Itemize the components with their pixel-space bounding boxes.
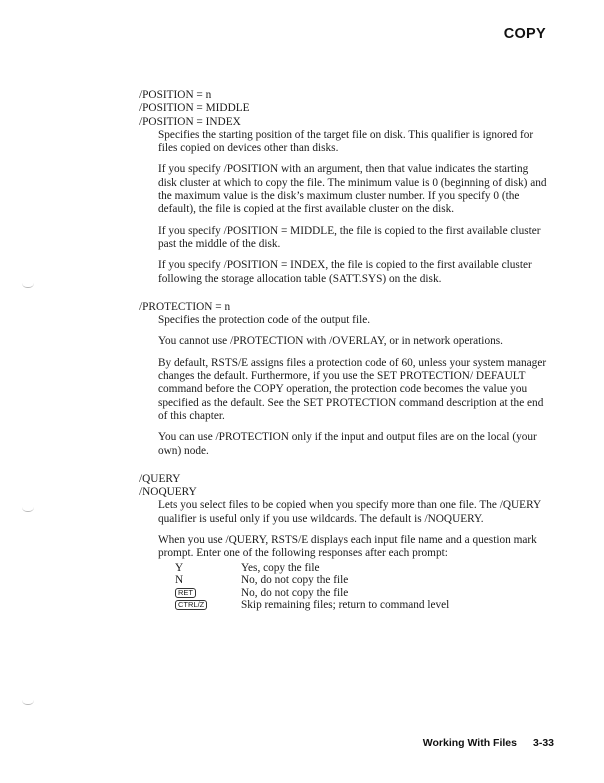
response-row: [175, 599, 449, 612]
paragraph: If you specify /POSITION with an argument, then that value indicates the starting disk cluster at which to copy the file. The minimum value is 0 (beginning of disk) and the maximum value is the disk’s maximum cluster number. If you specify 0 (the default), the file is copied at the first available cluster on the disk.: [158, 163, 547, 216]
paragraph: By default, RSTS/E assigns files a protection code of 60, unless your system manager changes the default. Furthermore, if you use the SET PROTECTION/ DEFAULT command before the COPY operation, the protection code becomes the value you specified as the default. See the SET PROTECTION command description at the end of this chapter.: [158, 356, 547, 422]
qualifier-protection: [139, 301, 549, 458]
response-meaning: No, do not copy the file: [241, 574, 349, 587]
qualifier-description: [158, 129, 549, 286]
qualifier-name: /NOQUERY: [139, 486, 197, 499]
running-footer: [423, 737, 554, 749]
paragraph: You cannot use /PROTECTION with /OVERLAY, or in network operations.: [158, 335, 503, 348]
response-meaning: Yes, copy the file: [241, 561, 320, 574]
running-header: COPY: [503, 26, 546, 42]
qualifier-name: /POSITION = INDEX: [139, 115, 241, 128]
document-body: [139, 89, 549, 612]
paragraph: If you specify /POSITION = MIDDLE, the file is copied to the first available cluster past the middle of the disk.: [158, 224, 541, 250]
ret-key-icon: RET: [175, 588, 196, 598]
qualifier-description: [158, 314, 549, 458]
paragraph: Specifies the starting position of the target file on disk. This qualifier is ignored for files copied on devices other than disks.: [158, 128, 534, 155]
qualifier-name: /POSITION = n: [139, 89, 212, 101]
qualifier-name: /POSITION = MIDDLE: [139, 102, 250, 115]
response-meaning: Skip remaining files; return to command level: [241, 599, 450, 612]
paragraph: Lets you select files to be copied when you specify more than one file. The /QUERY qualifier is useful only if you use wildcards. The default is /NOQUERY.: [158, 499, 541, 525]
page-number: 3-33: [532, 737, 554, 749]
qualifier-query: [139, 473, 549, 612]
margin-mark: [22, 700, 34, 705]
paragraph: When you use /QUERY, RSTS/E displays each input file name and a question mark prompt. Enter one of the following responses after each prompt:: [158, 534, 537, 560]
paragraph: You can use /PROTECTION only if the input and output files are on the local (your own) node.: [158, 431, 537, 457]
response-key: N: [175, 574, 184, 587]
qualifier-description: [158, 499, 549, 560]
qualifier-name: /PROTECTION = n: [139, 300, 231, 313]
response-meaning: No, do not copy the file: [241, 586, 349, 599]
qualifier-position: [139, 89, 549, 286]
response-row: [175, 587, 449, 600]
response-key: Y: [175, 561, 184, 574]
response-row: [175, 574, 449, 587]
qualifier-name: /QUERY: [139, 472, 181, 485]
paragraph: Specifies the protection code of the output file.: [158, 314, 371, 327]
paragraph: If you specify /POSITION = INDEX, the file is copied to the first available cluster following the storage allocation table (SATT.SYS) on the disk.: [158, 259, 532, 285]
margin-mark: [22, 507, 34, 512]
footer-section-title: Working With Files: [422, 737, 517, 749]
response-row: [175, 562, 449, 575]
margin-mark: [22, 283, 34, 288]
ctrl-z-key-icon: CTRL/Z: [175, 600, 207, 610]
response-table: [175, 562, 449, 612]
